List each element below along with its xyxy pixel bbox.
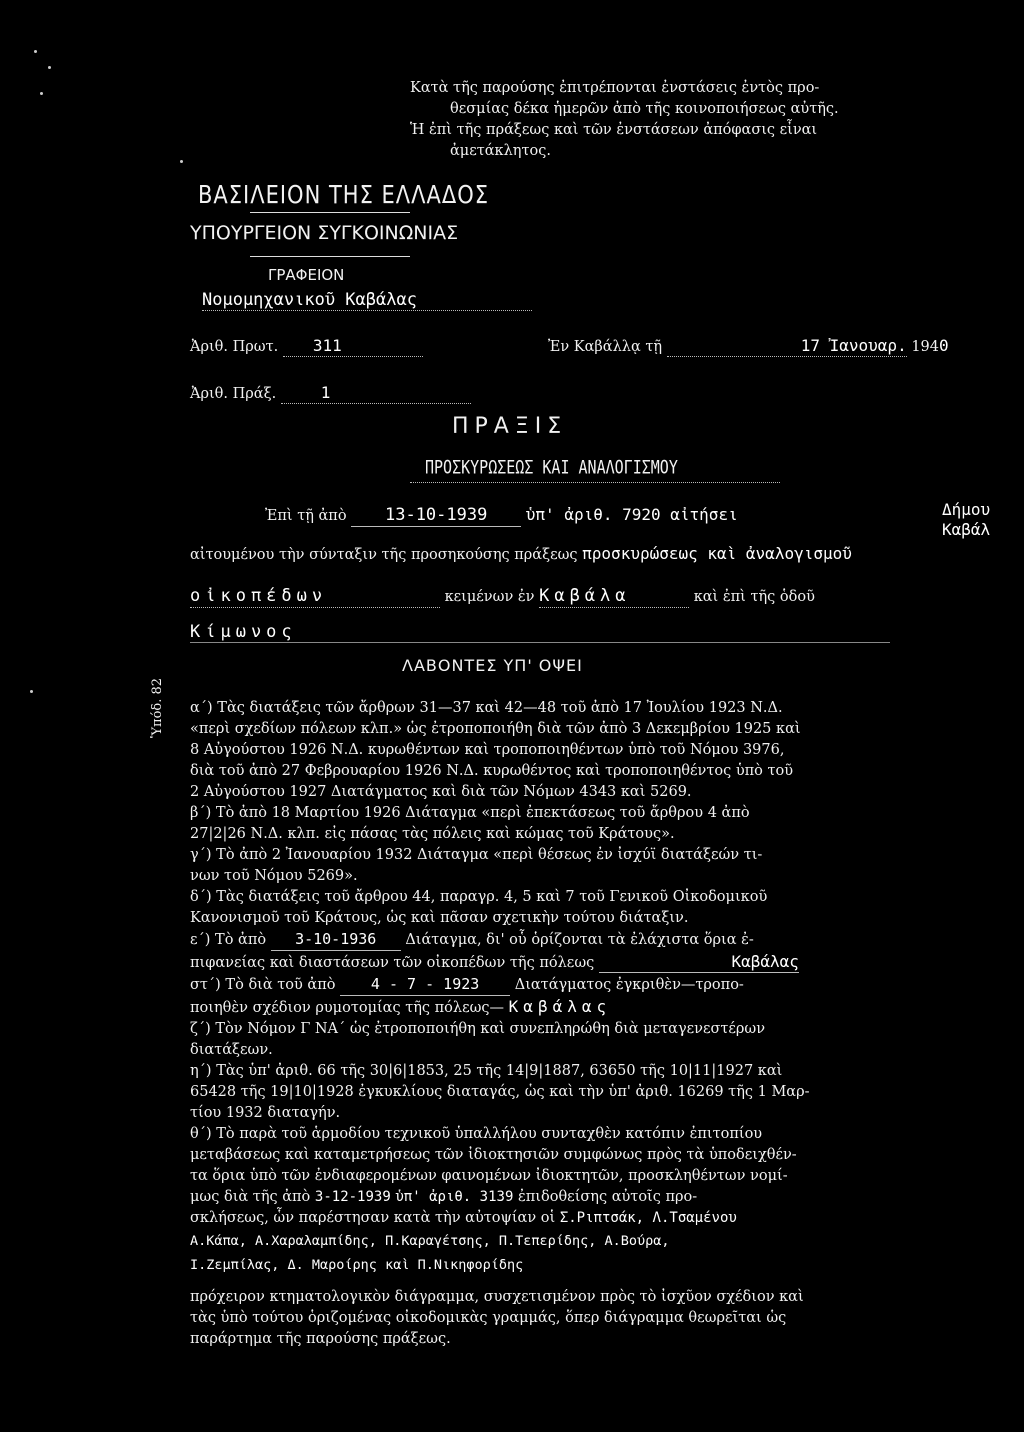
protocol-number-row (190, 335, 423, 358)
clause-st-city: Καβάλας (508, 997, 612, 1016)
scan-speck (30, 690, 33, 693)
clause-st (190, 974, 910, 996)
clause-line: τίου 1932 διαταγήν. (190, 1105, 341, 1121)
en-label: ἐν (517, 589, 535, 605)
clause-line: νων τοῦ Νόμου 5269». (190, 868, 358, 884)
attendee-names-1: Σ.Ριπτσάκ, Λ.Τσαμένου (559, 1210, 737, 1226)
clause-line: θ΄) Τὸ παρὰ τοῦ ἁρμοδίου τεχνικοῦ ὑπαλλήλου συνταχθὲν κατόπιν ἐπιτοπίου (190, 1126, 763, 1142)
closing-line: πρόχειρον κτηματολογικὸν διάγραμμα, συσχετισμένον πρὸς τὸ ἰσχῦον σχέδιον καὶ (190, 1289, 804, 1305)
place-date-row (548, 335, 949, 358)
notice-line: Κατὰ τῆς παρούσης ἐπιτρέπονται ἐνστάσεις ἐντὸς προ- (410, 80, 820, 96)
clause-st-text: Διατάγματος ἐγκριθὲν—τροπο- (514, 977, 744, 993)
office-label: ΓΡΑΦΕΙΟΝ (268, 266, 345, 284)
keimenon-label: κειμένων (444, 589, 514, 605)
date-value: 17 Ἰανουαρ. (667, 335, 907, 357)
clause-line: 2 Αὐγούστου 1927 Διατάγματος καὶ διὰ τῶν Νόμων 4343 καὶ 5269. (190, 784, 692, 800)
scan-speck (34, 50, 37, 53)
clause-th-text: ἐπιδοθείσης αὐτοῖς προ- (518, 1189, 698, 1205)
clause-th-date: 3-12-1939 (314, 1189, 391, 1205)
clause-line: α΄) Τὰς διατάξεις τῶν ἄρθρων 31—37 καὶ 42—48 τοῦ ἀπὸ 17 Ἰουλίου 1923 Ν.Δ. (190, 700, 783, 716)
attendee-names-3: Ι.Ζεμπίλας, Δ. Μαροίρης καὶ Π.Νικηφορίδης (190, 1257, 524, 1273)
divider (250, 212, 410, 213)
request-ref: ὑπ' ἀριθ. 7920 αἰτήσει (525, 505, 738, 524)
notice-line: ἀμετάκλητος. (450, 143, 551, 159)
clause-line: 8 Αὐγούστου 1926 Ν.Δ. κυρωθέντων καὶ τροποποιηθέντων ὑπὸ τοῦ Νόμου 3976, (190, 742, 785, 758)
street-name: Κίμωνος (190, 622, 890, 643)
clauses-list (190, 698, 910, 1350)
intro-line-2 (190, 543, 852, 566)
act-subtitle: ΠΡΟΣΚΥΡΩΣΕΩΣ ΚΑΙ ΑΝΑΛΟΓΙΣΜΟΥ (425, 456, 678, 479)
act-number-row (190, 382, 471, 405)
act-label: Ἀριθ. Πράξ. (190, 386, 277, 402)
clause-th-prefix: μως διὰ τῆς ἀπὸ (190, 1189, 311, 1205)
clause-th-line2-text: σκλήσεως, ὧν παρέστησαν κατὰ τὴν αὐτοψίαν οἱ (190, 1210, 556, 1226)
taking-into-account-heading: ΛΑΒΟΝΤΕΣ ΥΠ' ΟΨΕΙ (402, 656, 583, 675)
clause-line: τα ὅρια ὑπὸ τῶν ἐνδιαφερομένων φαινομένων ἰδιοκτητῶν, προσκληθέντων νομί- (190, 1168, 788, 1184)
clause-st-line2 (190, 996, 910, 1019)
protocol-number: 311 (283, 335, 423, 357)
spacer (190, 1277, 910, 1287)
clause-e (190, 929, 910, 951)
clause-e-city: Καβάλας (599, 951, 799, 973)
act-number: 1 (281, 382, 471, 404)
clause-line: 27|2|26 Ν.Δ. κλπ. εἰς πάσας τὰς πόλεις καὶ κώμας τοῦ Κράτους». (190, 826, 675, 842)
request-date: 13-10-1939 (351, 505, 521, 527)
clause-line: Κανονισμοῦ τοῦ Κράτους, ὡς καὶ πᾶσαν σχετικὴν τούτου διάταξιν. (190, 910, 689, 926)
clause-line: διατάξεων. (190, 1042, 273, 1058)
protocol-label: Ἀριθ. Πρωτ. (190, 339, 279, 355)
clause-line: μεταβάσεως καὶ καταμετρήσεως τῶν ἰδιοκτησιῶν συμφώνως πρὸς τὰ ὑποδειχθέν- (190, 1147, 797, 1163)
clause-st-prefix: στ΄) Τὸ διὰ τοῦ ἀπὸ (190, 977, 336, 993)
divider (410, 482, 780, 483)
clause-line: δ΄) Τὰς διατάξεις τοῦ ἄρθρου 44, παραγρ. 4, 5 καὶ 7 τοῦ Γενικοῦ Οἰκοδομικοῦ (190, 889, 768, 905)
notice-line: θεσμίας δέκα ἡμερῶν ἀπὸ τῆς κοινοποιήσεως αὐτῆς. (450, 101, 839, 117)
intro-text: αἰτουμένου τὴν σύνταξιν τῆς προσηκούσης πράξεως (190, 547, 578, 563)
clause-line: ζ΄) Τὸν Νόμον Γ ΝΑ΄ ὡς ἐτροποποιήθη καὶ συνεπληρώθη διὰ μεταγενεστέρων (190, 1021, 766, 1037)
scan-speck (48, 66, 51, 69)
clause-st-line2-text: ποιηθὲν σχέδιον ρυμοτομίας τῆς πόλεως— (190, 1000, 505, 1016)
office-name: Νομομηχανικοῦ Καβάλας (202, 290, 532, 311)
clause-line: «περὶ σχεδίων πόλεων κλπ.» ὡς ἐτροποποιήθη διὰ τῶν ἀπὸ 3 Δεκεμβρίου 1925 καὶ (190, 721, 801, 737)
clause-th-ref: ὑπ' ἀριθ. 3139 (395, 1189, 514, 1205)
clause-e-line2-text: πιφανείας καὶ διαστάσεων τῶν οἰκοπέδων τῆς πόλεως (190, 955, 595, 971)
intro-line-3 (190, 586, 815, 608)
clause-th (190, 1187, 910, 1208)
year-prefix: 194 (911, 339, 939, 355)
city-name: Καβάλα (539, 586, 689, 608)
plots-word: οἰκοπέδων (190, 586, 440, 608)
notice-line: Ἡ ἐπὶ τῆς πράξεως καὶ τῶν ἐνστάσεων ἀπόφασις εἶναι (410, 122, 818, 138)
intro-line-1 (265, 504, 738, 527)
clause-line: η΄) Τὰς ὑπ' ἀριθ. 66 τῆς 30|6|1853, 25 τῆς 14|9|1887, 63650 τῆς 10|11|1927 καὶ (190, 1063, 783, 1079)
year-suffix: 0 (939, 336, 949, 355)
closing-line: παράρτημα τῆς παρούσης πράξεως. (190, 1331, 451, 1347)
objection-notice (410, 78, 910, 162)
clause-line: γ΄) Τὸ ἀπὸ 2 Ἰανουαρίου 1932 Διάταγμα «περὶ θέσεως ἐν ἰσχύϊ διατάξεών τι- (190, 847, 763, 863)
clause-e-text: Διάταγμα, δι' οὗ ὁρίζονται τὰ ἐλάχιστα ὅρια ἐ- (405, 932, 754, 948)
side-code: Ὑπόδ. 82 (150, 677, 165, 738)
divider (250, 256, 410, 257)
scan-speck (180, 160, 183, 163)
act-type-handwritten: προσκυρώσεως καὶ ἀναλογισμοῦ (582, 544, 852, 563)
scan-speck (40, 92, 43, 95)
ministry-heading: ΥΠΟΥΡΓΕΙΟΝ ΣΥΓΚΟΙΝΩΝΙΑΣ (190, 222, 459, 244)
street-label: καὶ ἐπὶ τῆς ὁδοῦ (693, 589, 815, 605)
clause-st-date: 4 - 7 - 1923 (340, 974, 510, 996)
clause-e-prefix: ε΄) Τὸ ἀπὸ (190, 932, 267, 948)
attendee-names-2: Α.Κάπα, Α.Χαραλαμπίδης, Π.Καραγέτσης, Π.Τεπερίδης, Α.Βούρα, (190, 1233, 670, 1249)
epi-label: Ἐπὶ τῇ ἀπὸ (265, 508, 347, 524)
closing-line: τὰς ὑπὸ τούτου ὁριζομένας οἰκοδομικὰς γραμμάς, ὅπερ διάγραμμα θεωρεῖται ὡς (190, 1310, 787, 1326)
place-label: Ἐν Καβάλλᾳ τῇ (548, 339, 663, 355)
clause-line: 65428 τῆς 19|10|1928 ἐγκυκλίους διαταγάς, ὡς καὶ τὴν ὑπ' ἀριθ. 16269 τῆς 1 Μαρ- (190, 1084, 810, 1100)
clause-e-date: 3-10-1936 (271, 929, 401, 951)
clause-th-line2 (190, 1208, 910, 1229)
applicant-line-2: Καβάλ (942, 520, 991, 539)
kingdom-heading: ΒΑΣΙΛΕΙΟΝ ΤΗΣ ΕΛΛΑΔΟΣ (198, 180, 490, 209)
clause-e-line2 (190, 951, 910, 974)
clause-line: β΄) Τὸ ἀπὸ 18 Μαρτίου 1926 Διάταγμα «περὶ ἐπεκτάσεως τοῦ ἄρθρου 4 ἀπὸ (190, 805, 750, 821)
clause-line: διὰ τοῦ ἀπὸ 27 Φεβρουαρίου 1926 Ν.Δ. κυρωθέντος καὶ τροποποιηθέντος ὑπὸ τοῦ (190, 763, 794, 779)
applicant-line-1: Δήμου (942, 500, 991, 519)
act-title: ΠΡΑΞΙΣ (452, 414, 568, 439)
